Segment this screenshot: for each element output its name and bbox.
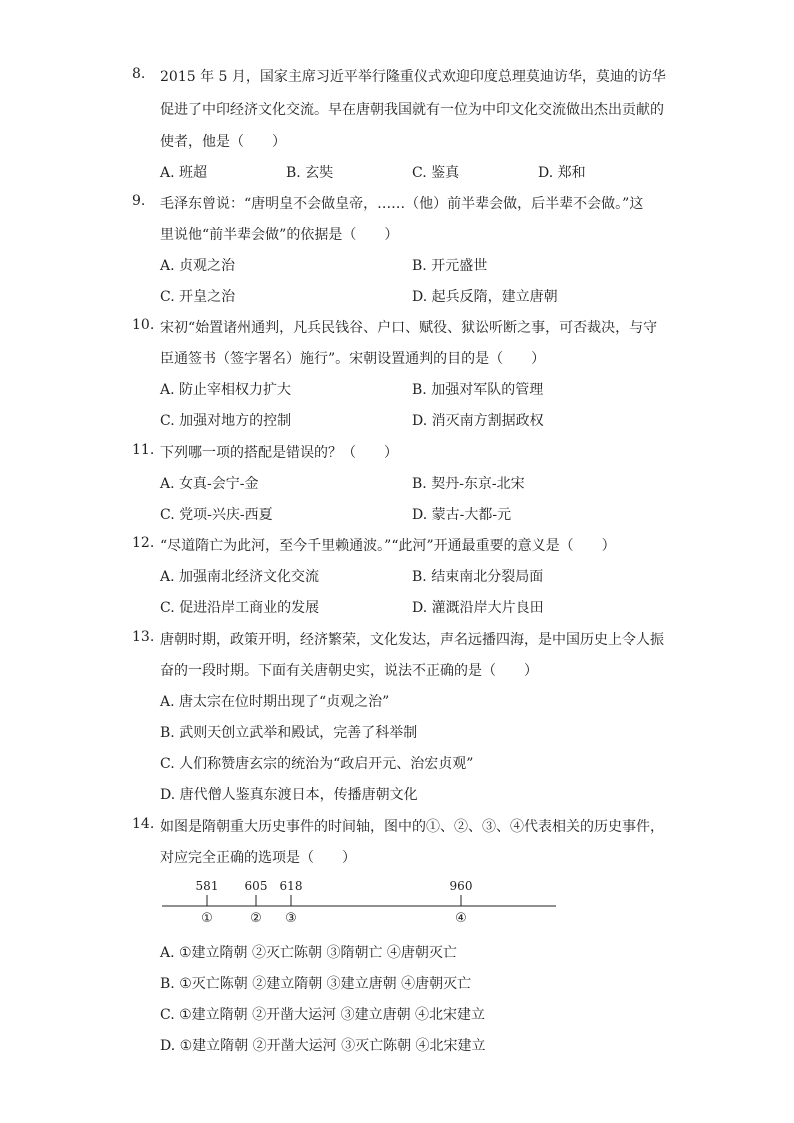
option-a[interactable]: A. 女真-会宁-金 xyxy=(160,476,259,492)
question-text: 里说他“前半辈会做”的依据是（ ） xyxy=(160,227,399,243)
question-text: 毛泽东曾说：“唐明皇不会做皇帝，……（他）前半辈会做，后半辈不会做。”这 xyxy=(160,196,644,212)
timeline-year: 618 xyxy=(279,879,303,893)
option-b[interactable]: B. 加强对军队的管理 xyxy=(412,382,544,398)
question-number: 8. xyxy=(132,66,146,82)
option-d[interactable]: D. ①建立隋朝 ②开凿大运河 ③灭亡陈朝 ④北宋建立 xyxy=(160,1038,486,1054)
question-number: 12. xyxy=(132,535,155,551)
question-text: 奋的一段时期。下面有关唐朝史实，说法不正确的是（ ） xyxy=(160,663,538,679)
option-c[interactable]: C. 促进沿岸工商业的发展 xyxy=(160,600,320,616)
option-d[interactable]: D. 唐代僧人鉴真东渡日本，传播唐朝文化 xyxy=(160,787,418,803)
option-c[interactable]: C. 加强对地方的控制 xyxy=(160,413,292,429)
question-text: “尽道隋亡为此河，至今千里赖通波。”“此河”开通最重要的意义是（ ） xyxy=(160,538,616,554)
option-b[interactable]: B. 结束南北分裂局面 xyxy=(412,569,544,585)
question-number: 9. xyxy=(132,193,146,209)
question-text: 下列哪一项的搭配是错误的？（ ） xyxy=(160,445,398,461)
option-b[interactable]: B. 契丹-东京-北宋 xyxy=(412,476,525,492)
option-c[interactable]: C. 人们称赞唐玄宗的统治为“政启开元、治宏贞观” xyxy=(160,756,474,772)
option-a[interactable]: A. 贞观之治 xyxy=(160,258,236,274)
option-d[interactable]: D. 郑和 xyxy=(538,165,586,181)
option-c[interactable]: C. 党项-兴庆-西夏 xyxy=(160,507,273,523)
option-a[interactable]: A. ①建立隋朝 ②灭亡陈朝 ③隋朝亡 ④唐朝灭亡 xyxy=(160,945,457,961)
question-text: 使者，他是（ ） xyxy=(160,134,286,150)
question-number: 11. xyxy=(132,442,155,458)
question-text: 促进了中印经济文化交流。早在唐朝我国就有一位为中印文化交流做出杰出贡献的 xyxy=(160,102,664,118)
option-c[interactable]: C. 开皇之治 xyxy=(160,289,236,305)
question-number: 13. xyxy=(132,629,155,645)
question-number: 14. xyxy=(132,816,155,832)
option-a[interactable]: A. 防止宰相权力扩大 xyxy=(160,382,292,398)
option-d[interactable]: D. 起兵反隋，建立唐朝 xyxy=(412,289,558,305)
option-d[interactable]: D. 消灭南方割据政权 xyxy=(412,413,544,429)
option-a[interactable]: A. 唐太宗在位时期出现了“贞观之治” xyxy=(160,694,390,710)
question-text: 臣通签书（签字署名）施行”。宋朝设置通判的目的是（ ） xyxy=(160,351,546,367)
question-text: 宋初“始置诸州通判，凡兵民钱谷、户口、赋役、狱讼听断之事，可否裁决，与守 xyxy=(160,320,658,336)
timeline-mark: ④ xyxy=(455,911,467,926)
timeline-year: 960 xyxy=(449,879,473,893)
option-b[interactable]: B. 玄奘 xyxy=(286,165,334,181)
timeline-figure xyxy=(160,876,560,926)
question-text: 唐朝时期，政策开明，经济繁荣，文化发达，声名远播四海，是中国历史上令人振 xyxy=(160,632,664,648)
option-b[interactable]: B. 开元盛世 xyxy=(412,258,488,274)
timeline-mark: ③ xyxy=(285,911,297,926)
timeline-mark: ② xyxy=(250,911,262,926)
option-d[interactable]: D. 灌溉沿岸大片良田 xyxy=(412,600,544,616)
question-text: 如图是隋朝重大历史事件的时间轴，图中的①、②、③、④代表相关的历史事件， xyxy=(160,819,664,835)
option-b[interactable]: B. 武则天创立武举和殿试，完善了科举制 xyxy=(160,725,418,741)
question-text: 2015 年 5 月，国家主席习近平举行隆重仪式欢迎印度总理莫迪访华，莫迪的访华 xyxy=(160,69,666,85)
option-b[interactable]: B. ①灭亡陈朝 ②建立隋朝 ③建立唐朝 ④唐朝灭亡 xyxy=(160,976,472,992)
question-number: 10. xyxy=(132,317,155,333)
timeline-year: 605 xyxy=(244,879,268,893)
option-a[interactable]: A. 加强南北经济文化交流 xyxy=(160,569,320,585)
timeline-mark: ① xyxy=(201,911,213,926)
question-text: 对应完全正确的选项是（ ） xyxy=(160,850,356,866)
timeline-year: 581 xyxy=(195,879,219,893)
option-a[interactable]: A. 班超 xyxy=(160,165,208,181)
option-c[interactable]: C. ①建立隋朝 ②开凿大运河 ③建立唐朝 ④北宋建立 xyxy=(160,1007,486,1023)
option-c[interactable]: C. 鉴真 xyxy=(412,165,460,181)
option-d[interactable]: D. 蒙古-大都-元 xyxy=(412,507,512,523)
